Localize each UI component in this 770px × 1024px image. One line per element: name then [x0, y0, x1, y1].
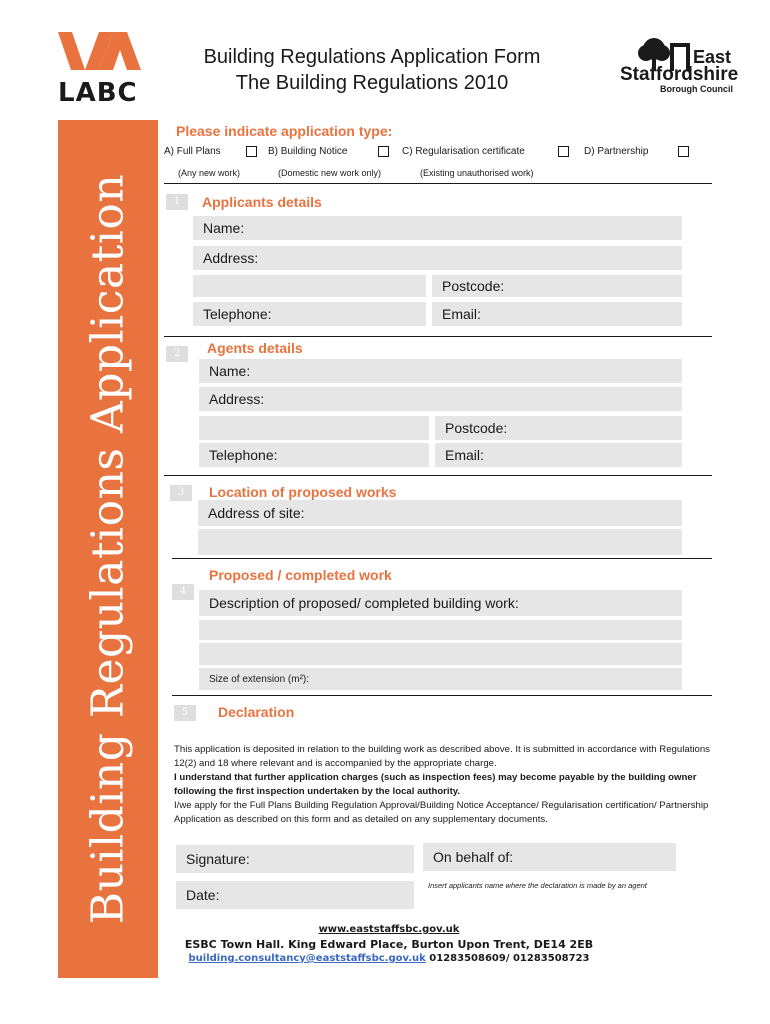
- work-description-line3[interactable]: [199, 643, 682, 665]
- applicant-address-line2[interactable]: [193, 275, 426, 297]
- option-building-notice-label: B) Building Notice: [268, 146, 348, 157]
- divider: [164, 183, 712, 184]
- section-number: 2: [166, 346, 188, 362]
- declaration-text: [174, 743, 734, 827]
- applicant-telephone-field[interactable]: [193, 302, 426, 326]
- building-notice-checkbox[interactable]: [378, 146, 389, 157]
- work-description-line2[interactable]: [199, 620, 682, 640]
- option-partnership-label: D) Partnership: [584, 146, 649, 157]
- field-label: Size of extension (m²):: [209, 673, 310, 685]
- applicant-email-field[interactable]: [432, 302, 682, 326]
- applicant-postcode-field[interactable]: [432, 275, 682, 297]
- website-link[interactable]: www.eaststaffsbc.gov.uk: [318, 924, 460, 935]
- declaration-charges-paragraph: I understand that further application charges (such as inspection fees) may become payable by the building owner following the first inspection undertaken by the local authority.: [174, 772, 697, 797]
- agent-name-field[interactable]: [199, 359, 682, 383]
- field-label: Address of site:: [208, 505, 305, 521]
- applicant-address-field[interactable]: [193, 246, 682, 270]
- agent-postcode-field[interactable]: [435, 416, 682, 440]
- field-label: Postcode:: [445, 420, 508, 436]
- work-heading: Proposed / completed work: [209, 567, 392, 583]
- divider: [164, 336, 712, 337]
- council-name-east: East: [693, 47, 732, 67]
- partnership-checkbox[interactable]: [678, 146, 689, 157]
- agent-address-line2[interactable]: [199, 416, 429, 440]
- section-number: 1: [166, 194, 188, 210]
- extension-size-field[interactable]: [199, 668, 682, 690]
- declaration-apply-paragraph: I/we apply for the Full Plans Building Regulation Approval/Building Notice Acceptance/ Regularisation certification/ Partnership Application as described on this form and as detailed on any supplementary documents.: [174, 800, 709, 825]
- option-regularisation-label: C) Regularisation certificate: [402, 146, 525, 157]
- field-label: Name:: [203, 220, 245, 236]
- form-subtitle: The Building Regulations 2010: [235, 72, 509, 94]
- field-label: Email:: [442, 306, 481, 322]
- phone-numbers: 01283508609/ 01283508723: [429, 953, 590, 964]
- field-label: Date:: [186, 887, 220, 903]
- signature-field[interactable]: [176, 845, 414, 873]
- work-description-field[interactable]: [199, 590, 682, 616]
- agent-telephone-field[interactable]: [199, 443, 429, 467]
- option-full-plans-label: A) Full Plans: [164, 146, 221, 157]
- section-number: 5: [174, 705, 196, 721]
- on-behalf-of-field[interactable]: [423, 843, 676, 871]
- field-label: Address:: [209, 391, 265, 407]
- field-label: Telephone:: [203, 306, 272, 322]
- council-name-staffordshire: Staffordshire: [620, 64, 739, 85]
- date-field[interactable]: [176, 881, 414, 909]
- option-regularisation-note: (Existing unauthorised work): [420, 168, 534, 178]
- agent-address-field[interactable]: [199, 387, 682, 411]
- applicants-heading: Applicants details: [202, 194, 322, 210]
- field-label: On behalf of:: [433, 849, 514, 865]
- site-address-line2[interactable]: [198, 529, 682, 555]
- agent-email-field[interactable]: [435, 443, 682, 467]
- divider: [172, 695, 712, 696]
- labc-logo-text: LABC: [58, 78, 138, 108]
- agent-note: Insert applicants name where the declaration is made by an agent: [428, 881, 647, 890]
- field-label: Description of proposed/ completed building work:: [209, 595, 519, 611]
- location-heading: Location of proposed works: [209, 484, 397, 500]
- application-type-heading: Please indicate application type:: [176, 123, 393, 139]
- full-plans-checkbox[interactable]: [246, 146, 257, 157]
- agents-heading: Agents details: [207, 340, 303, 356]
- option-full-plans-note: (Any new work): [178, 168, 241, 178]
- field-label: Email:: [445, 447, 484, 463]
- divider: [164, 475, 712, 476]
- declaration-heading: Declaration: [218, 704, 295, 720]
- sidebar-banner: [58, 120, 158, 978]
- site-address-field[interactable]: [198, 500, 682, 526]
- applicant-name-field[interactable]: [193, 216, 682, 240]
- field-label: Signature:: [186, 851, 250, 867]
- council-name-borough: Borough Council: [660, 84, 733, 94]
- section-number: 4: [172, 584, 194, 600]
- sidebar-title: Building Regulations Application: [82, 173, 134, 925]
- field-label: Postcode:: [442, 278, 505, 294]
- email-link[interactable]: building.consultancy@eaststaffsbc.gov.uk: [188, 953, 426, 964]
- council-address: ESBC Town Hall. King Edward Place, Burton Upon Trent, DE14 2EB: [184, 938, 594, 951]
- declaration-paragraph: This application is deposited in relation to the building work as described above. It is submitted in accordance with Regulations 12(2) and 18 where relevant and is accompanied by the appropriate charge.: [174, 744, 710, 769]
- contact-line: [174, 953, 604, 964]
- section-number: 3: [170, 485, 192, 501]
- divider: [172, 558, 712, 559]
- option-building-notice-note: (Domestic new work only): [278, 168, 382, 178]
- field-label: Telephone:: [209, 447, 278, 463]
- field-label: Name:: [209, 363, 251, 379]
- form-title: Building Regulations Application Form: [203, 46, 541, 68]
- regularisation-checkbox[interactable]: [558, 146, 569, 157]
- field-label: Address:: [203, 250, 259, 266]
